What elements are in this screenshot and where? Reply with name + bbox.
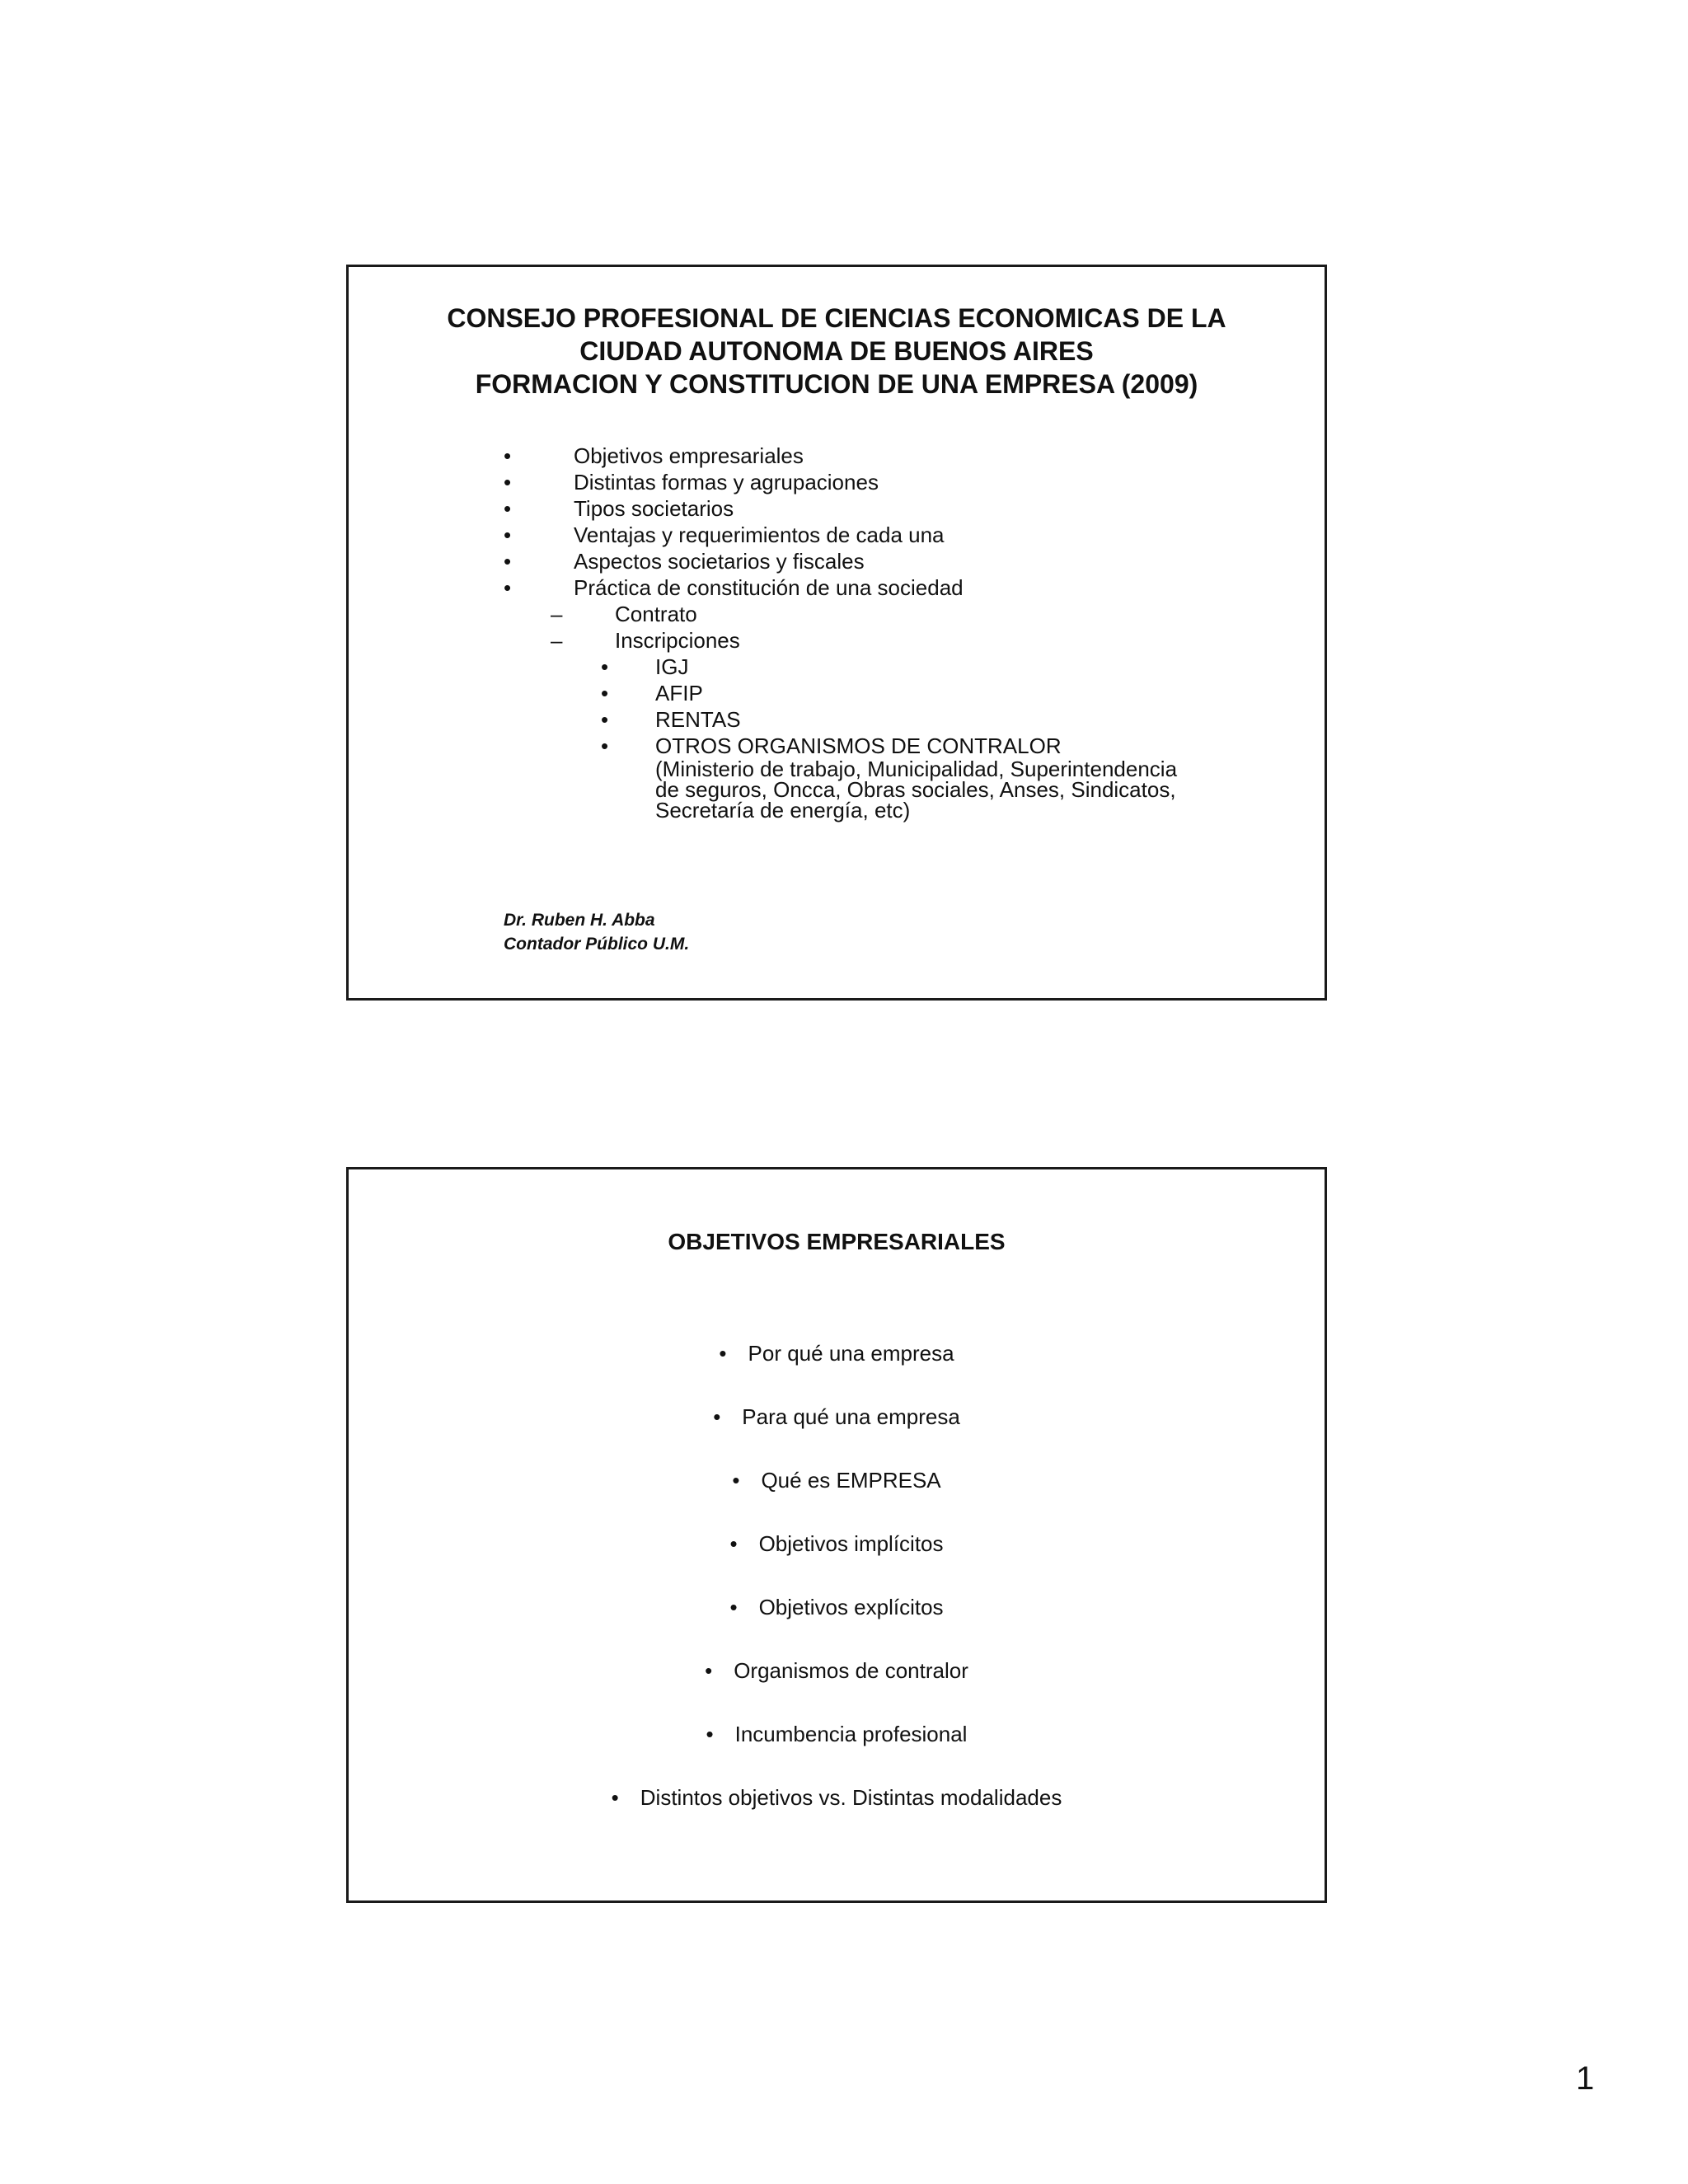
slide-1: [346, 265, 1327, 1001]
title-line: CONSEJO PROFESIONAL DE CIENCIAS ECONOMICAS DE LA: [447, 303, 1226, 333]
slide-2-list: [349, 1338, 1325, 1846]
list-item-text: Aspectos societarios y fiscales: [574, 549, 865, 574]
bullet-marker: •: [601, 733, 609, 758]
sub-sub-list-item-text: AFIP: [655, 681, 703, 705]
list-item-text: Ventajas y requerimientos de cada una: [574, 523, 945, 547]
list-item: [349, 1592, 1325, 1656]
list-item-text: Por qué una empresa: [748, 1341, 954, 1366]
list-item: [349, 1783, 1325, 1846]
sub-sub-list-item-text: RENTAS: [655, 707, 741, 732]
list-item-text: Qué es EMPRESA: [761, 1468, 941, 1493]
author-name: Dr. Ruben H. Abba: [504, 911, 655, 930]
list-item: [504, 443, 1212, 469]
slide-1-outline: [504, 443, 1212, 823]
bullet-marker: •: [706, 1722, 714, 1746]
sub-list-item: [504, 601, 1212, 627]
title-line: CIUDAD AUTONOMA DE BUENOS AIRES: [579, 336, 1094, 366]
author-block: [504, 908, 689, 956]
list-item: [349, 1656, 1325, 1719]
slide-2-title: OBJETIVOS EMPRESARIALES: [668, 1229, 1006, 1254]
bullet-marker: •: [504, 549, 512, 574]
author-role: Contador Público U.M.: [504, 935, 690, 954]
bullet-marker: •: [601, 681, 609, 705]
page-number: 1: [1576, 2060, 1595, 2097]
bullet-marker: •: [504, 470, 512, 494]
sub-sub-list-item-text: [655, 733, 1199, 821]
sub-sub-list-item: [504, 680, 1212, 706]
list-item-text: Distintos objetivos vs. Distintas modalidades: [640, 1785, 1062, 1810]
list-item-text: Para qué una empresa: [742, 1404, 960, 1429]
list-item: [504, 574, 1212, 601]
bullet-marker: •: [713, 1404, 721, 1429]
list-item-text: Práctica de constitución de una sociedad: [574, 575, 964, 600]
bullet-marker: •: [719, 1341, 727, 1366]
slide-1-title: [349, 302, 1325, 401]
list-item-text: Objetivos implícitos: [758, 1531, 944, 1556]
list-item: [504, 522, 1212, 548]
list-item: [349, 1402, 1325, 1465]
bullet-marker: •: [705, 1658, 713, 1683]
bullet-marker: •: [504, 496, 512, 521]
sub-list-item: [504, 627, 1212, 654]
sub-list-item-text: Contrato: [615, 602, 697, 626]
sub-sub-list-item-text: IGJ: [655, 654, 689, 679]
list-item: [349, 1529, 1325, 1592]
slide-2: [346, 1167, 1327, 1903]
list-item-text: Tipos societarios: [574, 496, 734, 521]
bullet-marker: •: [729, 1595, 738, 1619]
sub-list-item-text: Inscripciones: [615, 628, 740, 653]
bullet-marker: •: [504, 575, 512, 600]
bullet-marker: •: [611, 1785, 619, 1810]
list-item-text: Organismos de contralor: [734, 1658, 968, 1683]
list-item: [349, 1465, 1325, 1529]
list-item: [504, 469, 1212, 495]
bullet-marker: •: [732, 1468, 740, 1493]
list-item-text: Objetivos explícitos: [758, 1595, 944, 1619]
title-line: FORMACION Y CONSTITUCION DE UNA EMPRESA (2009): [475, 369, 1198, 399]
sub-sub-list-item: [504, 654, 1212, 680]
list-item: [349, 1719, 1325, 1783]
list-item: [504, 495, 1212, 522]
list-item: [504, 548, 1212, 574]
list-item-text: Incumbencia profesional: [734, 1722, 968, 1746]
list-item-text: Objetivos empresariales: [574, 443, 804, 468]
bullet-marker: •: [504, 443, 512, 468]
bullet-marker: •: [504, 523, 512, 547]
dash-marker: –: [551, 628, 563, 653]
bullet-marker: •: [729, 1531, 738, 1556]
list-item-text: Distintas formas y agrupaciones: [574, 470, 879, 494]
bullet-marker: •: [601, 654, 609, 679]
list-item: [349, 1338, 1325, 1402]
dash-marker: –: [551, 602, 563, 626]
sub-sub-list-item: [504, 706, 1212, 733]
organismos-detail: (Ministerio de trabajo, Municipalidad, Superintendencia de seguros, Oncca, Obras sociales, Anses, Sindicatos, Secretaría de energía, etc): [655, 757, 1178, 823]
organismos-heading: OTROS ORGANISMOS DE CONTRALOR: [655, 733, 1062, 758]
sub-sub-list-item: [504, 733, 1212, 823]
bullet-marker: •: [601, 707, 609, 732]
